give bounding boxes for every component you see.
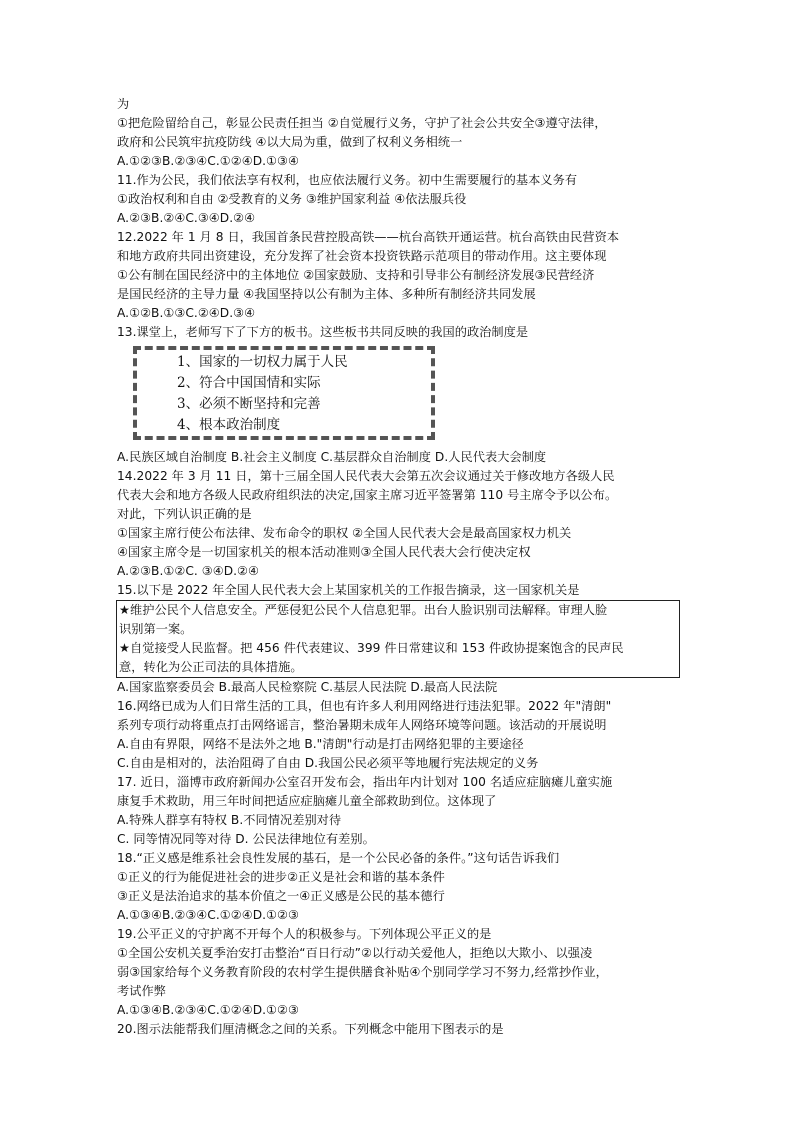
answer-options: A.自由有界限，网络不是法外之地 B."清朗"行动是打击网络犯罪的主要途径 xyxy=(117,737,524,751)
text-line: 康复手术救助，用三年时间把适应症脑瘫儿童全部救助到位。这体现了 xyxy=(117,794,497,808)
text-line: 对此，下列认识正确的是 xyxy=(117,507,252,521)
excerpt-line: 识别第一案。 xyxy=(119,622,193,636)
question-18: 18.“正义感是维系社会良性发展的基石，是一个公民必备的条件。”这句话告诉我们 xyxy=(117,851,560,865)
question-text-block-mid xyxy=(117,448,679,600)
report-excerpt-box xyxy=(116,600,680,678)
answer-options: A.国家监察委员会 B.最高人民检察院 C.基层人民法院 D.最高人民法院 xyxy=(117,680,498,694)
board-item: 2、符合中国国情和实际 xyxy=(177,375,321,391)
answer-options: A.特殊人群享有特权 B.不同情况差别对待 xyxy=(117,813,342,827)
text-line: 系列专项行动将重点打击网络谣言，整治暑期未成年人网络环境等问题。该活动的开展说明 xyxy=(117,718,607,732)
question-11: 11.作为公民，我们依法享有权利，也应依法履行义务。初中生需要履行的基本义务有 xyxy=(117,173,578,187)
text-line: ④国家主席令是一切国家机关的根本活动准则③全国人民代表大会行使决定权 xyxy=(117,545,531,559)
question-13: 13.课堂上，老师写下了下方的板书。这些板书共同反映的我国的政治制度是 xyxy=(117,325,529,339)
question-15: 15.以下是 2022 年全国人民代表大会上某国家机关的工作报告摘录，这一国家机关是 xyxy=(117,583,580,597)
text-line: 和地方政府共同出资建设，充分发挥了社会资本投资铁路示范项目的带动作用。这主要体现 xyxy=(117,249,607,263)
answer-options: C.自由是相对的，法治阻碍了自由 D.我国公民必须平等地履行宪法规定的义务 xyxy=(117,756,539,770)
answer-options: C. 同等情况同等对待 D. 公民法律地位有差别。 xyxy=(117,832,375,846)
answer-options: A.②③B.②④C.③④D.②④ xyxy=(117,211,256,225)
question-17: 17. 近日，淄博市政府新闻办公室召开发布会，指出年内计划对 100 名适应症脑瘫儿童实施 xyxy=(117,775,613,789)
answer-options: A.①②B.①③C.②④D.③④ xyxy=(117,306,256,320)
text-line: 考试作弊 xyxy=(117,984,166,998)
excerpt-line: 意，转化为公正司法的具体措施。 xyxy=(119,660,303,674)
text-line: 为 xyxy=(117,97,130,111)
text-line: ③正义是法治追求的基本价值之一④正义感是公民的基本德行 xyxy=(117,889,445,903)
text-line: 弱③国家给每个义务教育阶段的农村学生提供膳食补贴④个别同学学习不努力,经常抄作业， xyxy=(117,965,608,979)
question-20: 20.图示法能帮我们厘清概念之间的关系。下列概念中能用下图表示的是 xyxy=(117,1022,504,1036)
blackboard-frame xyxy=(133,346,435,440)
document-page xyxy=(117,95,679,1039)
question-14: 14.2022 年 3 月 11 日，第十三届全国人民代表大会第五次会议通过关于修改地方各级人民 xyxy=(117,469,615,483)
question-12: 12.2022 年 1 月 8 日，我国首条民营控股高铁——杭台高铁开通运营。杭台高铁由民营资本 xyxy=(117,230,620,244)
board-item: 1、国家的一切权力属于人民 xyxy=(177,354,348,370)
board-item: 3、必须不断坚持和完善 xyxy=(177,396,321,412)
answer-options: A.①②③B.②③④C.①②④D.①③④ xyxy=(117,154,299,168)
question-19: 19.公平正义的守护离不开每个人的积极参与。下列体现公平正义的是 xyxy=(117,927,492,941)
excerpt-line: ★维护公民个人信息安全。严惩侵犯公民个人信息犯罪。出台人脸识别司法解释。审理人脸 xyxy=(119,603,608,617)
text-line: ①全国公安机关夏季治安打击整治“百日行动”②以行动关爱他人，拒绝以大欺小、以强凌 xyxy=(117,946,593,960)
text-line: 代表大会和地方各级人民政府组织法的决定,国家主席习近平签署第 110 号主席令予以公布。 xyxy=(117,488,618,502)
text-line: ①公有制在国民经济中的主体地位 ②国家鼓励、支持和引导非公有制经济发展③民营经济 xyxy=(117,268,595,282)
question-text-block-top xyxy=(117,95,679,342)
text-line: 政府和公民筑牢抗疫防线 ④以大局为重，做到了权利义务相统一 xyxy=(117,135,463,149)
answer-options: A.①③④B.②③④C.①②④D.①②③ xyxy=(117,1003,299,1017)
blackboard-figure xyxy=(117,342,679,448)
answer-options: A.①③④B.②③④C.①②④D.①②③ xyxy=(117,908,299,922)
board-item: 4、根本政治制度 xyxy=(177,417,281,433)
text-line: 是国民经济的主导力量 ④我国坚持以公有制为主体、多种所有制经济共同发展 xyxy=(117,287,536,301)
text-line: ①把危险留给自己，彰显公民责任担当 ②自觉履行义务，守护了社会公共安全③遵守法律， xyxy=(117,116,607,130)
answer-options: A.民族区域自治制度 B.社会主义制度 C.基层群众自治制度 D.人民代表大会制度 xyxy=(117,450,547,464)
excerpt-line: ★自觉接受人民监督。把 456 件代表建议、399 件日常建议和 153 件政协提案饱含的民声民 xyxy=(119,641,624,655)
question-16: 16.网络已成为人们日常生活的工具，但也有许多人利用网络进行违法犯罪。2022 年"清朗" xyxy=(117,699,612,713)
text-line: ①正义的行为能促进社会的进步②正义是社会和谐的基本条件 xyxy=(117,870,445,884)
answer-options: A.②③B.①②C. ③④D.②④ xyxy=(117,564,260,578)
text-line: ①国家主席行使公布法律、发布命令的职权 ②全国人民代表大会是最高国家权力机关 xyxy=(117,526,572,540)
text-line: ①政治权利和自由 ②受教育的义务 ③维护国家利益 ④依法服兵役 xyxy=(117,192,467,206)
question-text-block-bottom xyxy=(117,678,679,1039)
